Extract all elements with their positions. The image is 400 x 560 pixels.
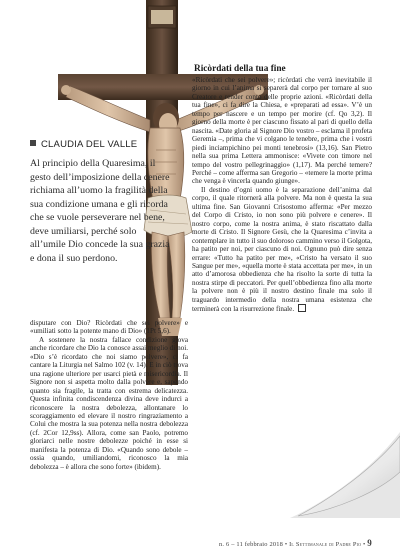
left-paragraph-2: A sostenere la nostra fallace condizione giova anche ricordare che Dio la conosce assai meglio di noi. «Dio s’è ricordato che noi siamo polvere», ci fa cantare la Liturgia nel Salmo 102 (v. 14). E in ciò trova una ragione ulteriore per usarci pietà e misericordia. Il Signore non si aspetta molto dalla polvere e, sapendo quanto sia fragile, la tratta con estrema delicatezza. Questa infinita condiscendenza divina deve indurci a riconoscere la nostra debolezza, allontanare lo scoraggiamento ed elevare il nostro ringraziamento a Colui che mostra la sua potenza nella nostra debolezza (cf. 2Cor 12,9ss). Allora, come san Paolo, potremo gloriarci nelle nostre debolezze poiché in esse si manifesta la potenza di Dio. «Quando sono debole – ossia quando, umiliandomi, riconosco la mia debolezza – è allora che sono forte» (ibidem).: [30, 335, 188, 471]
right-paragraph-2: Il destino d’ogni uomo è la separazione dell’anima dal corpo, il quale ritornerà alla polvere. Ma non è questa la sua ultima fine. San Giovanni Crisostomo afferma: «Per mezzo del Corpo di Cristo, io non sono più polvere e cenere». Il nostro corpo, come la nostra anima, è stato riscattato dalla morte di Cristo. Il Signore Gesù, che la Quaresima c’invita a contemplare in tutto il suo doloroso cammino verso il Golgota, ha patito per noi, per ciascuno di noi. Ognuno può dire senza errare: «Tutto ha patito per me», «Cristo ha versato il suo Sangue per me», «quella morte è stata accettata per me», in un atto d’amorosa obbedienza che ha risolto la sorte di tutta la nostra stirpe di peccatori. Per quell’obbedienza fino alla morte la polvere non è più il nostro destino finale ma solo il traguardo intermedio della nostra umana esistenza che terminerà con la risurrezione finale.: [192, 185, 372, 314]
right-column-text: [192, 76, 372, 314]
page-number: 9: [367, 538, 372, 548]
page-footer: [0, 538, 372, 548]
author-name: CLAUDIA DEL VALLE: [41, 139, 138, 150]
page-curl-decoration: [282, 432, 400, 518]
section-heading: Ricòrdati della tua fine: [194, 64, 286, 74]
issue-info: n. 6 – 11 febbraio 2018: [219, 541, 284, 548]
footer-separator-2: •: [363, 541, 366, 548]
right-paragraph-1: «Ricòrdati che sei polvere»; ricòrdati che verrà inevitabile il giorno in cui l’anima si separerà dal corpo per tornare al suo Creatore e render conto delle proprie azioni. «Ricòrdati della tua fine», ci fa dire la Chiesa, e «preparati ad essa». V’è un tempo per nascere e un tempo per morire (cf. Qo 3,2). Il giorno della morte è per ciascuno fissato al pari di quello della nascita. «Date gloria al Signore Dio vostro – esclama il profeta Geremia –, prima che vi colgano le tenebre, prima che i vostri piedi inciampichino pei monti tenebrosi» (13,16). San Pietro nella sua prima Lettera ammonisce: «Vivete con timore nel tempo del vostro pellegrinaggio» (1,17). Ma perché temere? Perché – come afferma san Gregorio – «temere la morte prima che venga è vincerla quando giunge».: [192, 76, 372, 186]
article-intro: Al principio della Quaresima, il gesto dell’imposizione della cenere richiama all’uomo la fragilità della sua condizione umana e gli ricorda che se vuole perseverare nel bene, deve umiliarsi, perché solo all’umile Dio concede la sua grazia e dona il suo perdono.: [30, 158, 170, 264]
end-of-article-icon: [298, 304, 306, 312]
bullet-square-icon: [30, 140, 36, 146]
left-paragraph-1: disputare con Dio? Ricòrdati che sei polvere» e «umiliati sotto la potente mano di Dio» (1Pt 5,6).: [30, 319, 188, 336]
publication-name: Il Settimanale di Padre Pio: [289, 541, 362, 548]
footer-separator: •: [284, 541, 288, 548]
left-column-text: [30, 319, 188, 471]
author-byline: [30, 139, 137, 150]
